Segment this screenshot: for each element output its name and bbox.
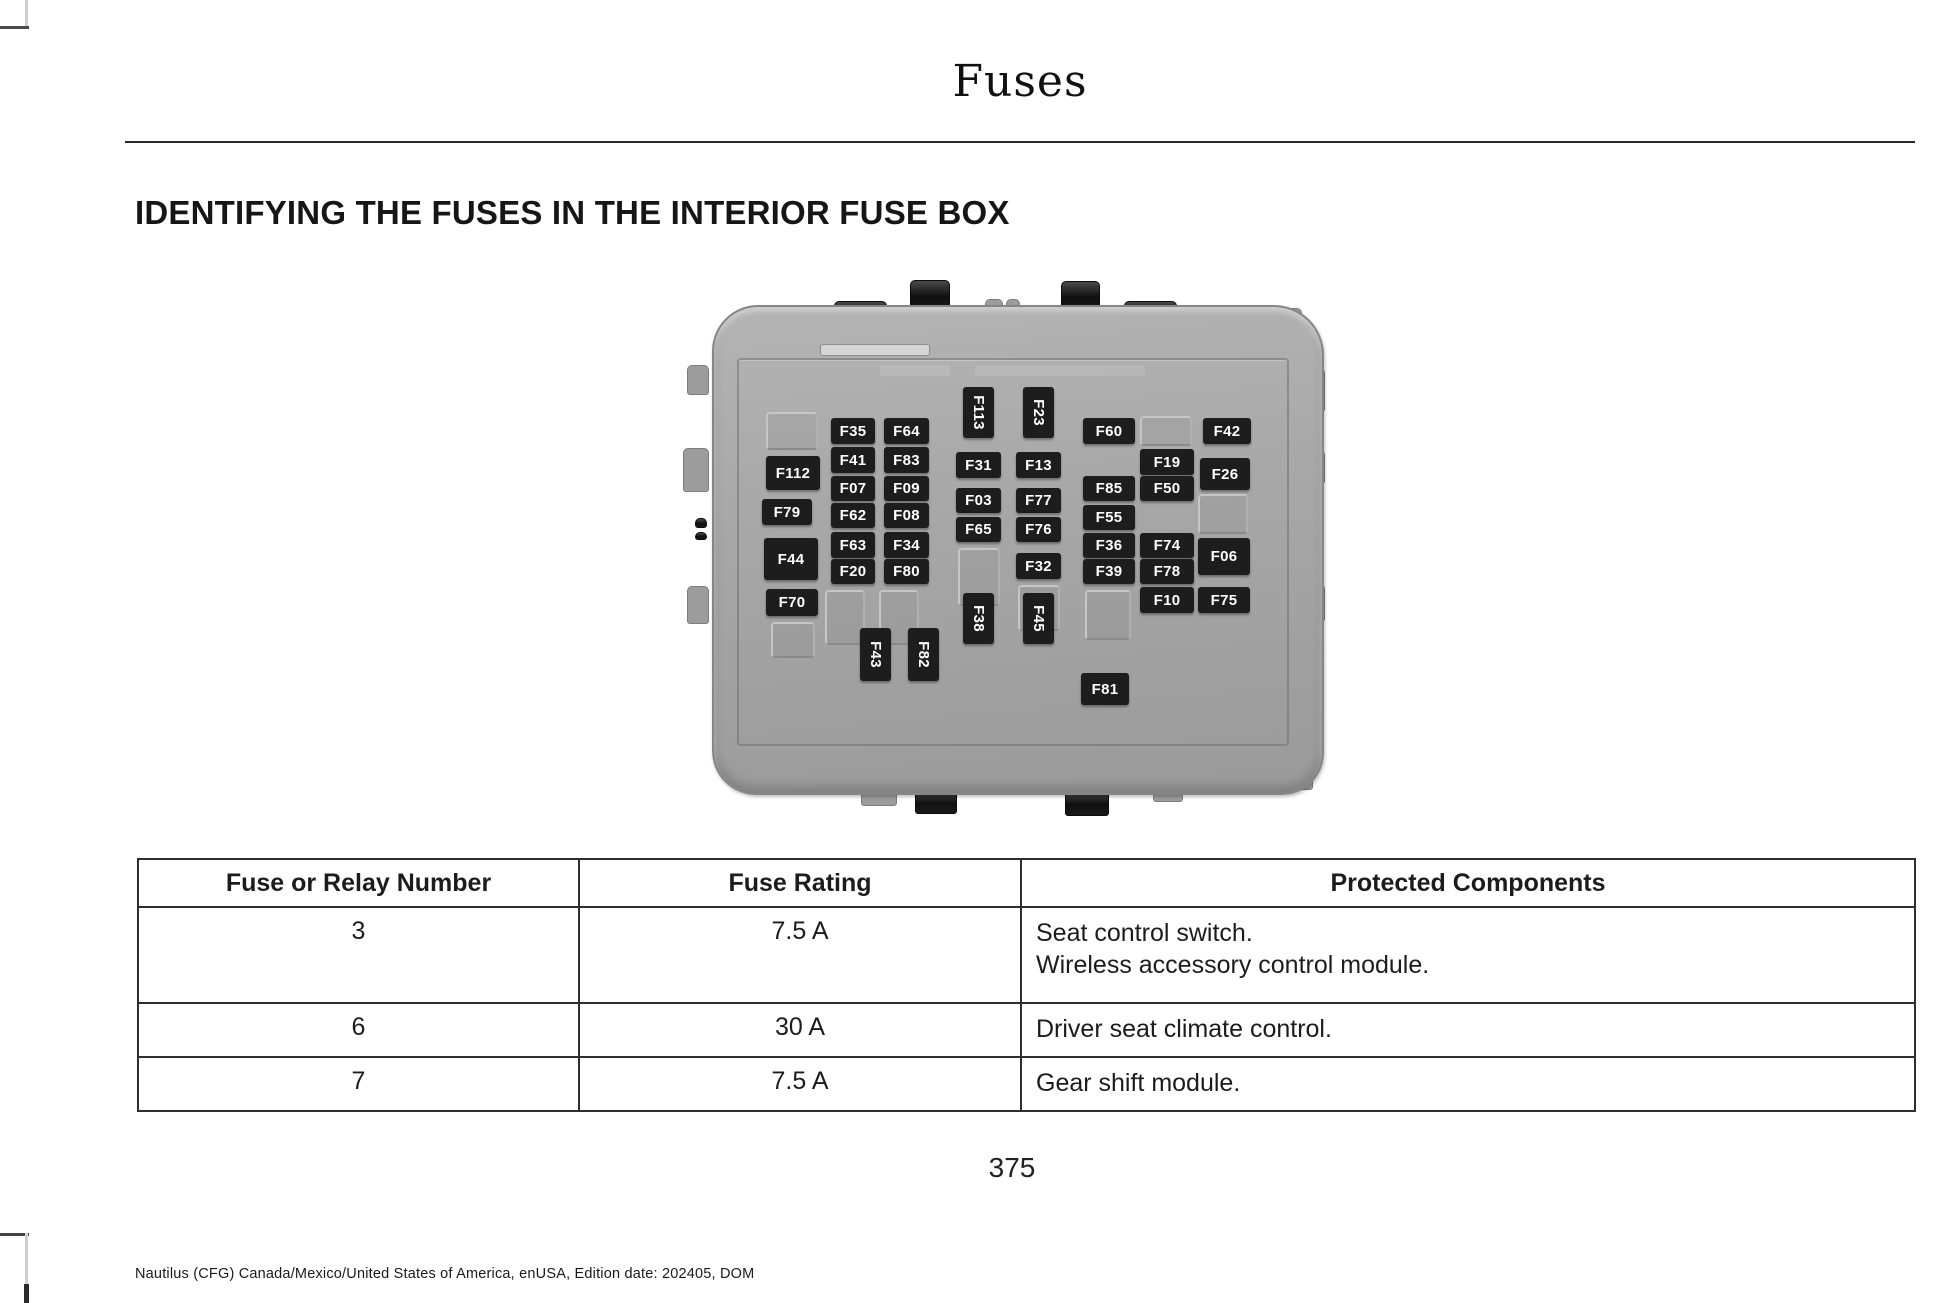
fuse-label: F65 xyxy=(965,521,992,538)
fuse-F112 xyxy=(766,456,820,490)
cell-protected-components xyxy=(1021,1057,1915,1111)
fuse-F65 xyxy=(956,517,1001,542)
fuse-F81 xyxy=(1081,673,1129,705)
fuse-F74 xyxy=(1140,533,1194,558)
fuse-label: F43 xyxy=(867,641,884,668)
fuse-F13 xyxy=(1016,452,1061,478)
fuse-F35 xyxy=(831,418,875,444)
fuse-F10 xyxy=(1140,587,1194,613)
cell-fuse-number xyxy=(138,1057,579,1111)
fuse-F23 xyxy=(1023,387,1054,438)
fuse-label: F74 xyxy=(1153,537,1181,554)
cell-fuse-number xyxy=(138,1003,579,1057)
page-title: Fuses xyxy=(952,56,1088,107)
crop-mark-bottom-left-vertical xyxy=(25,1233,28,1285)
fuse-label: F50 xyxy=(1153,480,1181,497)
fuse-label: F36 xyxy=(1095,537,1123,554)
fuse-label: F20 xyxy=(839,563,867,580)
crop-mark-top-left-vertical xyxy=(25,0,28,27)
fuse-F63 xyxy=(831,532,875,558)
fuse-label: F07 xyxy=(839,480,867,497)
cell-fuse-rating xyxy=(579,907,1021,1003)
fuse-label: F70 xyxy=(778,594,806,611)
table-header: Fuse Rating xyxy=(579,859,1021,907)
fuse-label: F55 xyxy=(1095,509,1123,526)
fuse-F38 xyxy=(963,593,994,644)
fuse-F39 xyxy=(1083,559,1135,584)
fuse-F44 xyxy=(764,538,818,580)
fuse-F42 xyxy=(1203,418,1251,444)
fuse-F26 xyxy=(1200,458,1250,490)
mounting-tab xyxy=(695,532,707,540)
empty-fuse-slot xyxy=(771,622,815,658)
fuse-label: F38 xyxy=(970,605,987,632)
fuse-label: F63 xyxy=(839,536,867,554)
fuse-F45 xyxy=(1023,593,1054,644)
embossed-mark xyxy=(975,365,1145,376)
table-header: Protected Components xyxy=(1021,859,1915,907)
cell-fuse-rating xyxy=(579,1057,1021,1111)
fuse-F64 xyxy=(884,418,929,444)
fuse-F55 xyxy=(1083,505,1135,530)
fuse-label: F77 xyxy=(1025,492,1052,509)
fuse-F62 xyxy=(831,503,875,528)
cell-line: Seat control switch. xyxy=(1036,919,1253,947)
cell-line: 7.5 A xyxy=(771,917,829,945)
crop-mark-bottom-left-black xyxy=(24,1284,29,1303)
mounting-tab xyxy=(695,518,707,528)
page-number: 375 xyxy=(988,1152,1036,1183)
page-header xyxy=(125,56,1915,107)
fuse-label: F81 xyxy=(1091,680,1119,698)
cell-line: 6 xyxy=(351,1013,366,1041)
fuse-F78 xyxy=(1140,559,1194,584)
fuse-label: F44 xyxy=(777,550,805,568)
fuse-label: F112 xyxy=(775,464,811,482)
fuse-label: F19 xyxy=(1153,453,1181,471)
fuse-F09 xyxy=(884,476,929,501)
fuse-label: F10 xyxy=(1153,591,1181,609)
cell-line: 30 A xyxy=(774,1013,826,1041)
fuse-box-top-slot xyxy=(820,344,930,356)
fuse-label: F26 xyxy=(1211,465,1239,483)
fuse-F31 xyxy=(956,452,1001,478)
empty-fuse-slot xyxy=(766,412,818,450)
fuse-label: F34 xyxy=(893,536,920,554)
cell-line: Wireless accessory control module. xyxy=(1036,951,1430,979)
table-row xyxy=(138,907,1915,1003)
fuse-label: F64 xyxy=(893,422,920,440)
table-header: Fuse or Relay Number xyxy=(138,859,579,907)
empty-fuse-slot xyxy=(1140,416,1192,446)
cell-line: 7 xyxy=(351,1067,366,1095)
fuse-F20 xyxy=(831,559,875,584)
table-row xyxy=(138,1057,1915,1111)
empty-fuse-slot xyxy=(825,590,865,645)
fuse-label: F42 xyxy=(1213,422,1241,440)
fuse-F43 xyxy=(860,628,891,681)
cell-line: Gear shift module. xyxy=(1036,1069,1241,1097)
fuse-label: F80 xyxy=(893,563,920,580)
mounting-tab xyxy=(687,365,709,395)
cell-fuse-number xyxy=(138,907,579,1003)
fuse-label: F13 xyxy=(1025,456,1052,474)
fuse-F36 xyxy=(1083,533,1135,558)
fuse-F07 xyxy=(831,476,875,501)
fuse-label: F41 xyxy=(839,451,867,469)
fuse-table-head xyxy=(138,859,1915,907)
fuse-label: F23 xyxy=(1030,399,1047,426)
footer-text: Nautilus (CFG) Canada/Mexico/United States of America, enUSA, Edition date: 202405, DOM xyxy=(135,1266,755,1282)
fuse-label: F08 xyxy=(893,507,920,524)
fuse-label: F83 xyxy=(893,451,920,469)
crop-mark-top-left-horizontal xyxy=(0,26,29,29)
table-header-row xyxy=(138,859,1915,907)
cell-protected-components xyxy=(1021,1003,1915,1057)
fuse-label: F82 xyxy=(915,641,932,668)
empty-fuse-slot xyxy=(1198,494,1248,534)
fuse-label: F31 xyxy=(965,456,992,474)
fuse-F50 xyxy=(1140,476,1194,501)
fuse-F32 xyxy=(1016,553,1061,579)
fuse-label: F76 xyxy=(1025,521,1052,538)
fuse-label: F39 xyxy=(1095,563,1123,580)
fuse-label: F78 xyxy=(1153,563,1181,580)
fuse-label: F32 xyxy=(1025,557,1052,575)
fuse-F70 xyxy=(766,589,818,616)
title-divider xyxy=(125,141,1915,143)
fuse-F76 xyxy=(1016,517,1061,542)
mounting-tab xyxy=(687,586,709,624)
fuse-table xyxy=(137,858,1916,1112)
fuse-F77 xyxy=(1016,488,1061,513)
fuse-F83 xyxy=(884,447,929,473)
fuse-label: F75 xyxy=(1210,591,1238,609)
fuse-label: F45 xyxy=(1030,605,1047,632)
cell-fuse-rating xyxy=(579,1003,1021,1057)
fuse-F75 xyxy=(1198,587,1250,613)
mounting-tab xyxy=(683,448,709,492)
cell-protected-components xyxy=(1021,907,1915,1003)
fuse-F79 xyxy=(762,499,812,525)
fuse-box-diagram xyxy=(675,270,1335,830)
embossed-mark xyxy=(880,365,950,376)
fuse-label: F03 xyxy=(965,492,992,509)
fuse-F85 xyxy=(1083,476,1135,501)
fuse-F80 xyxy=(884,559,929,584)
fuse-F113 xyxy=(963,387,994,438)
cell-line: 3 xyxy=(351,917,366,945)
fuse-F06 xyxy=(1198,538,1250,575)
fuse-F82 xyxy=(908,628,939,681)
fuse-label: F62 xyxy=(839,507,867,524)
fuse-F34 xyxy=(884,532,929,558)
fuse-label: F60 xyxy=(1095,422,1123,440)
fuse-label: F09 xyxy=(893,480,920,497)
fuse-F41 xyxy=(831,447,875,473)
fuse-F08 xyxy=(884,503,929,528)
fuse-label: F113 xyxy=(970,395,987,430)
empty-fuse-slot xyxy=(1085,590,1131,640)
fuse-F60 xyxy=(1083,418,1135,444)
fuse-F19 xyxy=(1140,449,1194,475)
fuse-F03 xyxy=(956,488,1001,513)
fuse-label: F06 xyxy=(1210,548,1238,565)
cell-line: Driver seat climate control. xyxy=(1036,1015,1332,1043)
fuse-label: F85 xyxy=(1095,480,1123,497)
fuse-table-body xyxy=(138,907,1915,1111)
table-row xyxy=(138,1003,1915,1057)
fuse-label: F79 xyxy=(773,503,801,521)
section-heading: IDENTIFYING THE FUSES IN THE INTERIOR FUSE BOX xyxy=(135,194,1010,231)
fuse-label: F35 xyxy=(839,422,867,440)
cell-line: 7.5 A xyxy=(771,1067,829,1095)
